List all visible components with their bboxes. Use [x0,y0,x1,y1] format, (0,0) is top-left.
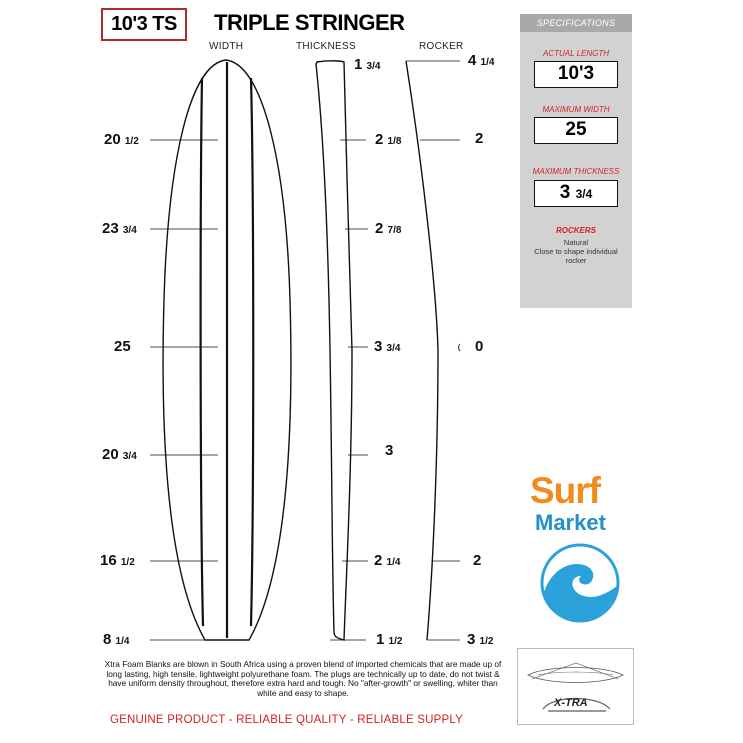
thickness-measure: 3 [385,442,394,459]
thickness-measure: 2 1/4 [374,552,401,569]
rocker-curve [406,61,438,640]
rockers-note-detail: Close to shape individual rocker [534,247,618,265]
rocker-measure: 2 [473,552,482,569]
actual-length-label: ACTUAL LENGTH [542,49,610,58]
xtra-brand-mark: X-TRA [554,697,588,709]
logo-market-text: Market [535,510,606,535]
xtra-board-sketch-icon [518,649,633,724]
rocker-measure: 0 [475,338,484,355]
product-description: Xtra Foam Blanks are blown in South Africa using a proven blend of imported chemicals that are made up of long lasting, high tensile, lightweight polyurethane foam. The plugs are technically up to date, do not twist & have uniform density throughout, therefore extra hard and tough. No "after-growth" or swelling, whiter than white and easy to shape. [104,659,502,698]
tagline: GENUINE PRODUCT - RELIABLE QUALITY - RELIABLE SUPPLY [110,714,463,726]
rocker-measure: 4 1/4 [468,52,495,69]
page-title: TRIPLE STRINGER [214,10,405,35]
maximum-width-value: 25 [534,117,618,144]
stringer-right [251,78,253,626]
maximum-width-label: MAXIMUM WIDTH [542,105,610,114]
width-measure: 8 1/4 [103,631,130,648]
width-measure: 16 1/2 [100,552,135,569]
rocker-column-heading: ROCKER [419,41,464,52]
rocker-zero-mark [459,344,461,351]
stringer-left [201,78,203,626]
rocker-measure: 3 1/2 [467,631,494,648]
rockers-note-natural: Natural [563,238,589,247]
width-measure: 20 1/2 [104,131,139,148]
thickness-measure: 1 1/2 [376,631,403,648]
thickness-measure: 2 1/8 [375,131,402,148]
thickness-measure: 3 3/4 [374,338,401,355]
specifications-panel [520,14,632,308]
width-measure: 20 3/4 [102,446,137,463]
width-measure: 23 3/4 [102,220,137,237]
thickness-measure: 1 3/4 [354,56,381,73]
thickness-measure: 2 7/8 [375,220,402,237]
thickness-column-heading: THICKNESS [296,41,356,52]
width-column-heading: WIDTH [209,41,244,52]
maximum-thickness-label: MAXIMUM THICKNESS [532,167,620,176]
rockers-label: ROCKERS [555,226,596,235]
wave-logo-icon [539,542,621,624]
actual-length-value: 10'3 [534,61,618,88]
maximum-thickness-value: 3 3/4 [534,180,618,207]
xtra-brand-box [517,648,634,725]
width-measure: 25 [114,338,131,355]
logo-surf-text: Surf [530,470,600,511]
specifications-heading: SPECIFICATIONS [520,14,632,32]
thickness-profile [316,61,352,640]
rocker-measure: 2 [475,130,484,147]
model-label: 10'3 TS [111,13,177,35]
